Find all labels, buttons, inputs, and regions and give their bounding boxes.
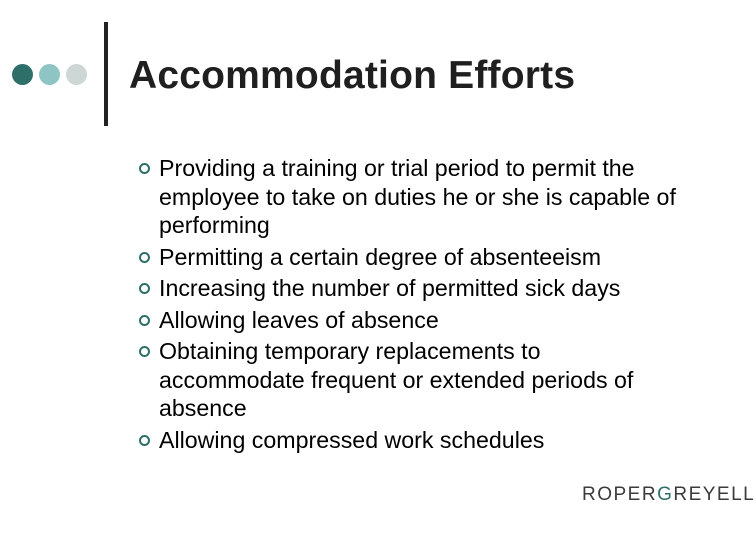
logo-part-3: REYELL (673, 484, 755, 505)
bullet-text: Allowing leaves of absence (159, 306, 439, 333)
bullet-list (139, 154, 679, 454)
hollow-circle-icon (139, 346, 150, 357)
hollow-circle-icon (139, 252, 150, 263)
dot-pale (66, 64, 87, 85)
hollow-circle-icon (139, 163, 150, 174)
bullet-text: Permitting a certain degree of absenteeism (159, 243, 602, 270)
bullet-item (139, 243, 679, 272)
bullet-text: Providing a training or trial period to permit the employee to take on duties he or she is capable of performing (159, 155, 676, 238)
bullet-item (139, 154, 679, 240)
dot-light (39, 64, 60, 85)
logo-part-2: G (657, 484, 674, 505)
hollow-circle-icon (139, 315, 150, 326)
bullet-text: Increasing the number of permitted sick days (159, 275, 621, 301)
company-logo (582, 484, 755, 506)
hollow-circle-icon (139, 283, 150, 294)
bullet-item (139, 426, 679, 455)
bullet-text: Obtaining temporary replacements to accommodate frequent or extended periods of absence (159, 338, 634, 421)
hollow-circle-icon (139, 435, 150, 446)
title-divider (104, 22, 108, 126)
slide-title: Accommodation Efforts (129, 54, 576, 97)
dot-dark (12, 64, 33, 85)
bullet-item (139, 306, 679, 335)
bullet-text: Allowing compressed work schedules (159, 426, 545, 453)
bullet-item (139, 337, 679, 423)
logo-part-1: ROPER (582, 484, 658, 505)
bullet-item (139, 274, 679, 303)
